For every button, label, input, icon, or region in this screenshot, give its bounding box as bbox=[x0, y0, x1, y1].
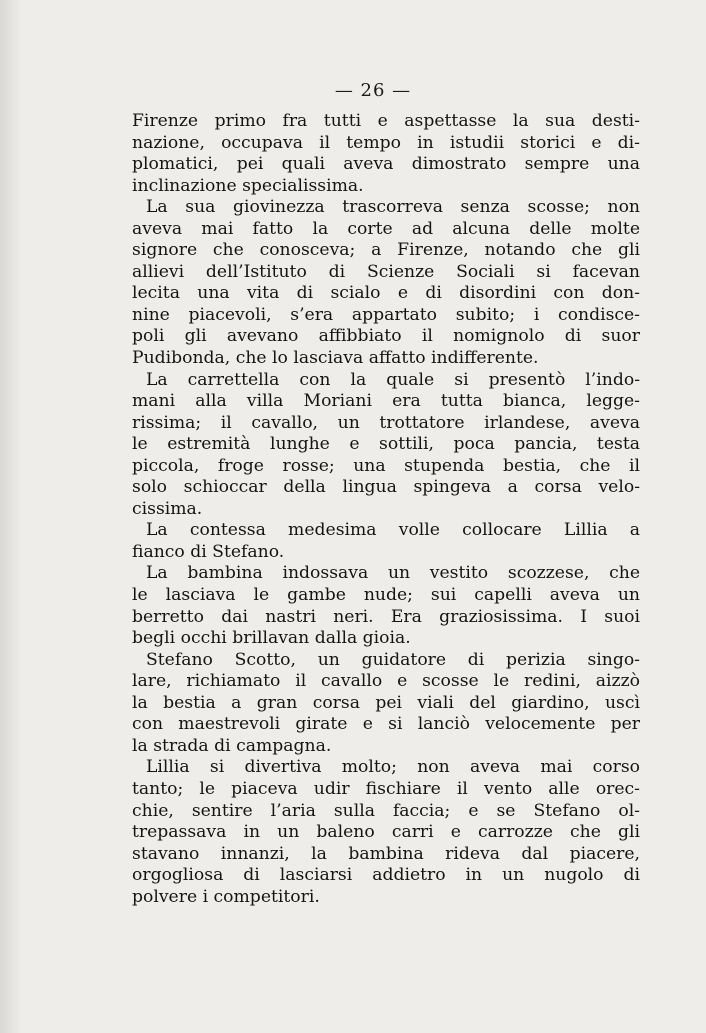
text-line: rissima; il cavallo, un trottatore irlandese, aveva bbox=[132, 412, 640, 433]
paragraph bbox=[132, 197, 640, 369]
page-edge-shadow bbox=[0, 0, 22, 1033]
paragraph bbox=[132, 520, 640, 563]
text-line: berretto dai nastri neri. Era graziosissima. I suoi bbox=[132, 606, 640, 627]
text-line: lecita una vita di scialo e di disordini con don- bbox=[132, 283, 640, 304]
text-line: Lillia si divertiva molto; non aveva mai corso bbox=[146, 757, 640, 778]
text-line: La sua giovinezza trascorreva senza scosse; non bbox=[146, 197, 640, 218]
text-line: stavano innanzi, la bambina rideva dal piacere, bbox=[132, 843, 640, 864]
text-line: Stefano Scotto, un guidatore di perizia singo- bbox=[146, 649, 640, 670]
text-line: tanto; le piaceva udir fischiare il vento alle orec- bbox=[132, 778, 640, 799]
text-line: La contessa medesima volle collocare Lillia a bbox=[146, 520, 640, 541]
text-line: piccola, froge rosse; una stupenda bestia, che il bbox=[132, 455, 640, 476]
page-number: — 26 — bbox=[334, 80, 412, 101]
text-line: poli gli avevano affibbiato il nomignolo di suor bbox=[132, 326, 640, 347]
text-line: signore che conosceva; a Firenze, notando che gli bbox=[132, 240, 640, 261]
text-line: La carrettella con la quale si presentò l’indo- bbox=[146, 369, 640, 390]
text-line: lare, richiamato il cavallo e scosse le redini, aizzò bbox=[132, 671, 640, 692]
text-line: la strada di campagna. bbox=[132, 735, 332, 756]
text-line: le estremità lunghe e sottili, poca pancia, testa bbox=[132, 434, 640, 455]
text-line: mani alla villa Moriani era tutta bianca, legge- bbox=[132, 391, 640, 412]
text-line: Firenze primo fra tutti e aspettasse la sua desti- bbox=[132, 111, 640, 131]
paragraph bbox=[132, 563, 640, 649]
paragraph bbox=[132, 370, 640, 521]
text-line: con maestrevoli girate e si lanciò velocemente per bbox=[132, 714, 640, 735]
text-line: orgogliosa di lasciarsi addietro in un nugolo di bbox=[132, 865, 640, 886]
text-line: la bestia a gran corsa pei viali del giardino, uscì bbox=[132, 692, 640, 713]
paragraph bbox=[132, 111, 640, 197]
text-line: begli occhi brillavan dalla gioia. bbox=[132, 628, 411, 649]
text-line: trepassava in un baleno carri e carrozze che gli bbox=[132, 822, 640, 843]
text-line: solo schioccar della lingua spingeva a corsa velo- bbox=[132, 477, 640, 498]
text-line: nine piacevoli, s’era appartato subito; i condisce- bbox=[132, 304, 640, 325]
paragraph bbox=[132, 757, 640, 908]
text-line: cissima. bbox=[132, 498, 203, 519]
text-line: nazione, occupava il tempo in istudii storici e di- bbox=[132, 132, 640, 153]
text-line: le lasciava le gambe nude; sui capelli aveva un bbox=[132, 585, 640, 606]
text-line: chie, sentire l’aria sulla faccia; e se Stefano ol- bbox=[132, 800, 640, 821]
text-line: allievi dell’Istituto di Scienze Sociali si facevan bbox=[132, 261, 640, 282]
body-text bbox=[132, 111, 640, 908]
text-line: Pudibonda, che lo lasciava affatto indifferente. bbox=[132, 348, 539, 369]
text-line: La bambina indossava un vestito scozzese, che bbox=[146, 563, 640, 584]
text-line: plomatici, pei quali aveva dimostrato sempre una bbox=[132, 154, 640, 175]
text-line: inclinazione specialissima. bbox=[132, 175, 364, 196]
paragraph bbox=[132, 650, 640, 758]
text-line: aveva mai fatto la corte ad alcuna delle molte bbox=[132, 218, 640, 239]
text-line: fianco di Stefano. bbox=[132, 541, 285, 562]
text-line: polvere i competitori. bbox=[132, 886, 320, 907]
